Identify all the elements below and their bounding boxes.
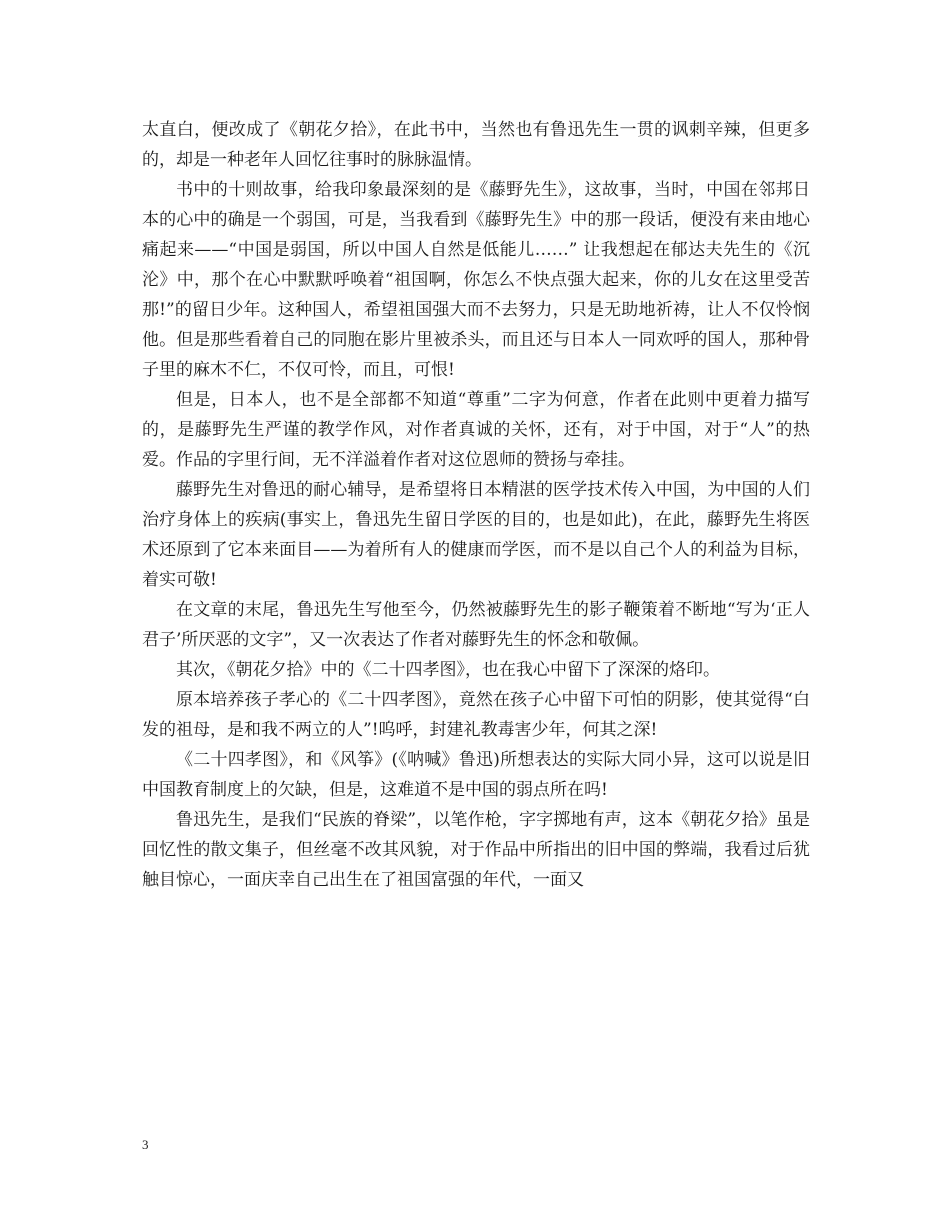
- paragraph: 在文章的末尾，鲁迅先生写他至今，仍然被藤野先生的影子鞭策着不断地“写为‘正人君子’所厌恶的文字”，又一次表达了作者对藤野先生的怀念和敬佩。: [142, 600, 810, 650]
- paragraph: 其次，《朝花夕拾》中的《二十四孝图》，也在我心中留下了深深的烙印。: [176, 660, 720, 680]
- page-number: 3: [142, 1137, 149, 1152]
- paragraph: 但是，日本人，也不是全部都不知道“尊重”二字为何意，作者在此则中更着力描写的，是藤野先生严谨的教学作风，对作者真诚的关怀，还有，对于中国，对于“人”的热爱。作品的字里行间，无不洋溢着作者对这位恩师的赞扬与牵挂。: [142, 390, 810, 470]
- paragraph: 太直白，便改成了《朝花夕拾》，在此书中，当然也有鲁迅先生一贯的讽刺辛辣，但更多的，却是一种老年人回忆往事时的脉脉温情。: [142, 120, 810, 170]
- paragraph: 藤野先生对鲁迅的耐心辅导，是希望将日本精湛的医学技术传入中国，为中国的人们治疗身体上的疾病(事实上，鲁迅先生留日学医的目的，也是如此)，在此，藤野先生将医术还原到了它本来面目——为着所有人的健康而学医，而不是以自己个人的利益为目标，着实可敬!: [142, 480, 810, 590]
- paragraph: 鲁迅先生，是我们“民族的脊梁”，以笔作枪，字字掷地有声，这本《朝花夕拾》虽是回忆性的散文集子，但丝毫不改其风貌，对于作品中所指出的旧中国的弊端，我看过后犹触目惊心，一面庆幸自己出生在了祖国富强的年代，一面又: [142, 810, 810, 890]
- paragraph: 原本培养孩子孝心的《二十四孝图》，竟然在孩子心中留下可怕的阴影，使其觉得“白发的祖母，是和我不两立的人”!呜呼，封建礼教毒害少年，何其之深!: [142, 690, 810, 740]
- body-text: [142, 115, 810, 895]
- paragraph: 书中的十则故事，给我印象最深刻的是《藤野先生》，这故事，当时，中国在邻邦日本的心中的确是一个弱国，可是，当我看到《藤野先生》中的那一段话，便没有来由地心痛起来——“中国是弱国，所以中国人自然是低能儿……” 让我想起在郁达夫先生的《沉沦》中，那个在心中默默呼唤着“祖国啊，你怎么不快点强大起来，你的儿女在这里受苦那!”的留日少年。这种国人，希望祖国强大而不去努力，只是无助地祈祷，让人不仅怜悯他。但是那些看着自己的同胞在影片里被杀头，而且还与日本人一同欢呼的国人，那种骨子里的麻木不仁，不仅可怜，而且，可恨!: [142, 180, 810, 380]
- paragraph: 《二十四孝图》，和《风筝》(《呐喊》鲁迅)所想表达的实际大同小异，这可以说是旧中国教育制度上的欠缺，但是，这难道不是中国的弱点所在吗!: [142, 750, 810, 800]
